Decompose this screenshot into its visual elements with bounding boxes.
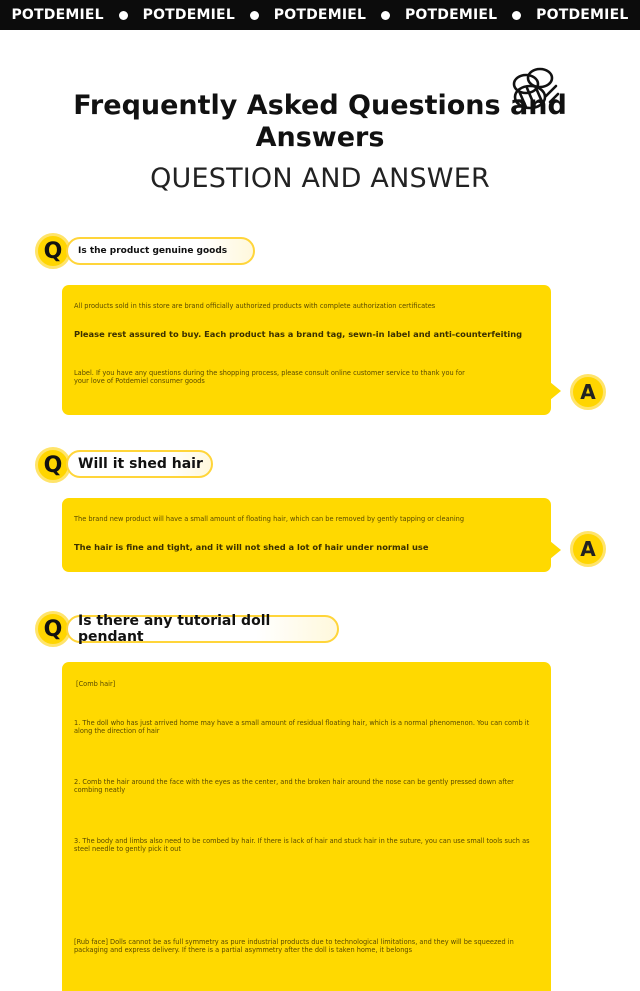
brand-bar bbox=[0, 0, 640, 30]
bee-icon bbox=[506, 64, 560, 114]
brand-name: POTDEMIEL bbox=[142, 7, 235, 23]
answer-box bbox=[62, 662, 551, 991]
question-badge: Q bbox=[35, 447, 71, 483]
brand-name: POTDEMIEL bbox=[11, 7, 104, 23]
answer-line: [Comb hair] bbox=[76, 680, 116, 688]
brand-name: POTDEMIEL bbox=[273, 7, 367, 23]
separator-dot bbox=[250, 11, 259, 20]
question-label: Will it shed hair bbox=[66, 450, 213, 478]
answer-line: Label. If you have any questions during the shopping process, please consult online customer service to thank you for bbox=[74, 369, 465, 377]
question-badge: Q bbox=[35, 611, 71, 647]
answer-line: 1. The doll who has just arrived home may have a small amount of residual floating hair, which is a normal phenomenon. You can comb it bbox=[74, 719, 530, 727]
answer-line: [Rub face] Dolls cannot be as full symmetry as pure industrial products due to technological limitations, and they will be squeezed in bbox=[74, 938, 514, 946]
answer-line: 3. The body and limbs also need to be combed by hair. If there is lack of hair and stuck hair in the suture, you can use small tools such as bbox=[74, 837, 530, 845]
answer-badge: A bbox=[570, 374, 606, 410]
question-badge: Q bbox=[35, 233, 71, 269]
answer-line: 2. Comb the hair around the face with the eyes as the center, and the broken hair around the nose can be gently pressed down after bbox=[74, 778, 514, 786]
separator-dot bbox=[381, 11, 390, 20]
answer-line: packaging and express delivery. If there is a partial asymmetry after the doll is taken home, it belongs bbox=[74, 946, 413, 954]
page-subtitle: QUESTION AND ANSWER bbox=[150, 163, 490, 194]
answer-box bbox=[62, 285, 551, 415]
answer-line: your love of Potdemiel consumer goods bbox=[74, 377, 205, 385]
answer-line: All products sold in this store are brand officially authorized products with complete authorization certificates bbox=[74, 302, 436, 310]
answer-badge: A bbox=[570, 531, 606, 567]
answer-line: The brand new product will have a small amount of floating hair, which can be removed by gently tapping or cleaning bbox=[74, 515, 465, 523]
answer-line: Please rest assured to buy. Each product has a brand tag, sewn-in label and anti-counterfeiting bbox=[74, 329, 523, 339]
answer-line: along the direction of hair bbox=[74, 727, 160, 735]
answer-line: combing neatly bbox=[74, 786, 126, 794]
answer-box bbox=[62, 498, 551, 572]
separator-dot bbox=[119, 11, 128, 20]
question-label: Is the product genuine goods bbox=[66, 237, 255, 265]
separator-dot bbox=[512, 11, 521, 20]
answer-line: steel needle to gently pick it out bbox=[74, 845, 181, 853]
brand-name: POTDEMIEL bbox=[536, 7, 629, 23]
answer-line: The hair is fine and tight, and it will not shed a lot of hair under normal use bbox=[74, 542, 429, 552]
question-label: Is there any tutorial doll pendant bbox=[66, 615, 339, 643]
brand-name: POTDEMIEL bbox=[404, 7, 498, 23]
page-title: Frequently Asked Questions and Answers bbox=[73, 90, 567, 153]
